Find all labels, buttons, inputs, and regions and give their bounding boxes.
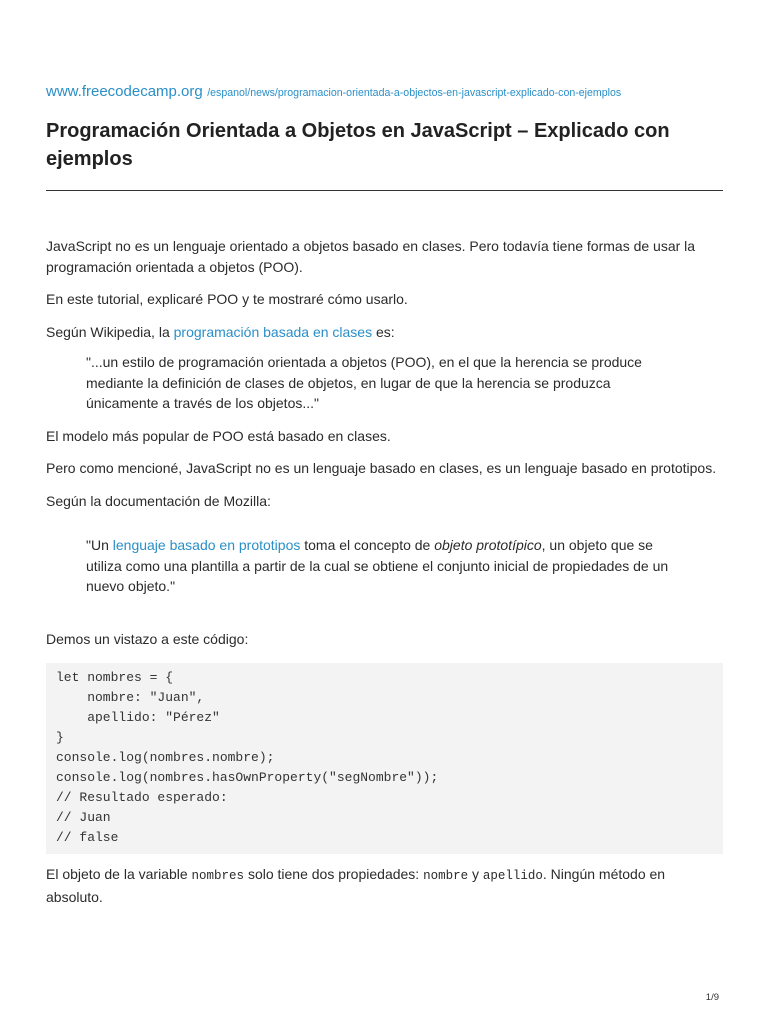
source-url[interactable] bbox=[46, 82, 621, 103]
mozilla-quote-end: , un objeto que se utiliza como una plantilla a partir de la cual se obtiene el conjunto inicial de propiedades de un nuevo objeto." bbox=[86, 537, 669, 594]
code-line: apellido: "Pérez" bbox=[56, 710, 220, 725]
code-line: // false bbox=[56, 830, 119, 845]
wikipedia-quote-text: "...un estilo de programación orientada a objetos (POO), en el que la herencia se produce mediante la definición de clases de objetos, en lugar de que la herencia se produzca únicamente a través de los objetos..." bbox=[86, 354, 642, 411]
source-url-domain[interactable]: www.freecodecamp.org bbox=[46, 83, 203, 100]
code-line: nombre: "Juan", bbox=[56, 690, 205, 705]
paragraph-tutorial: En este tutorial, explicaré POO y te mostraré cómo usarlo. bbox=[46, 291, 408, 307]
article-title: Programación Orientada a Objetos en JavaScript – Explicado con ejemplos bbox=[46, 120, 670, 170]
source-url-path[interactable]: /espanol/news/programacion-orientada-a-objectos-en-javascript-explicado-con-ejemplos bbox=[207, 87, 622, 99]
paragraph-wikipedia bbox=[46, 322, 723, 343]
inline-code-nombre: nombre bbox=[423, 869, 469, 883]
code-line: let nombres = { bbox=[56, 670, 174, 685]
paragraph-popular-model: El modelo más popular de POO está basado en clases. bbox=[46, 427, 391, 444]
paragraph-object-properties bbox=[46, 864, 723, 907]
code-block bbox=[46, 663, 723, 854]
code-line: // Resultado esperado: bbox=[56, 790, 228, 805]
class-based-programming-link[interactable]: programación basada en clases bbox=[173, 323, 373, 340]
properties-text-2: solo tiene dos propiedades: bbox=[244, 866, 424, 882]
paragraph-wikipedia-suffix: es: bbox=[372, 323, 395, 340]
mozilla-quote-emphasis: objeto prototípico bbox=[434, 537, 542, 553]
paragraph-prototypes: Pero como mencioné, JavaScript no es un lenguaje basado en clases, es un lenguaje basado en prototipos. bbox=[46, 460, 717, 476]
mozilla-quote bbox=[46, 535, 686, 597]
code-line: console.log(nombres.hasOwnProperty("segNombre")); bbox=[56, 770, 439, 785]
inline-code-nombres: nombres bbox=[191, 869, 245, 883]
properties-text-1: El objeto de la variable bbox=[46, 866, 192, 882]
title-divider bbox=[46, 190, 723, 191]
code-line: } bbox=[56, 730, 64, 745]
properties-text-3: y bbox=[468, 866, 483, 882]
paragraph-intro: JavaScript no es un lenguaje orientado a objetos basado en clases. Pero todavía tiene formas de usar la programación orientada a objetos (POO). bbox=[46, 238, 696, 275]
mozilla-quote-start: "Un bbox=[86, 537, 113, 553]
inline-code-apellido: apellido bbox=[482, 869, 543, 883]
paragraph-code-intro: Demos un vistazo a este código: bbox=[46, 630, 249, 647]
wikipedia-quote bbox=[46, 352, 686, 414]
prototype-based-language-link[interactable]: lenguaje basado en prototipos bbox=[112, 537, 301, 553]
mozilla-quote-mid: toma el concepto de bbox=[300, 537, 435, 553]
properties-text-4: . Ningún método en absoluto. bbox=[46, 866, 666, 905]
code-line: console.log(nombres.nombre); bbox=[56, 750, 275, 765]
page-number: 1/9 bbox=[705, 992, 719, 1003]
paragraph-wikipedia-text: Según Wikipedia, la bbox=[46, 323, 174, 340]
paragraph-mozilla: Según la documentación de Mozilla: bbox=[46, 492, 271, 509]
article-body bbox=[46, 236, 723, 919]
mozilla-quote-text bbox=[86, 535, 686, 597]
code-line: // Juan bbox=[56, 810, 111, 825]
